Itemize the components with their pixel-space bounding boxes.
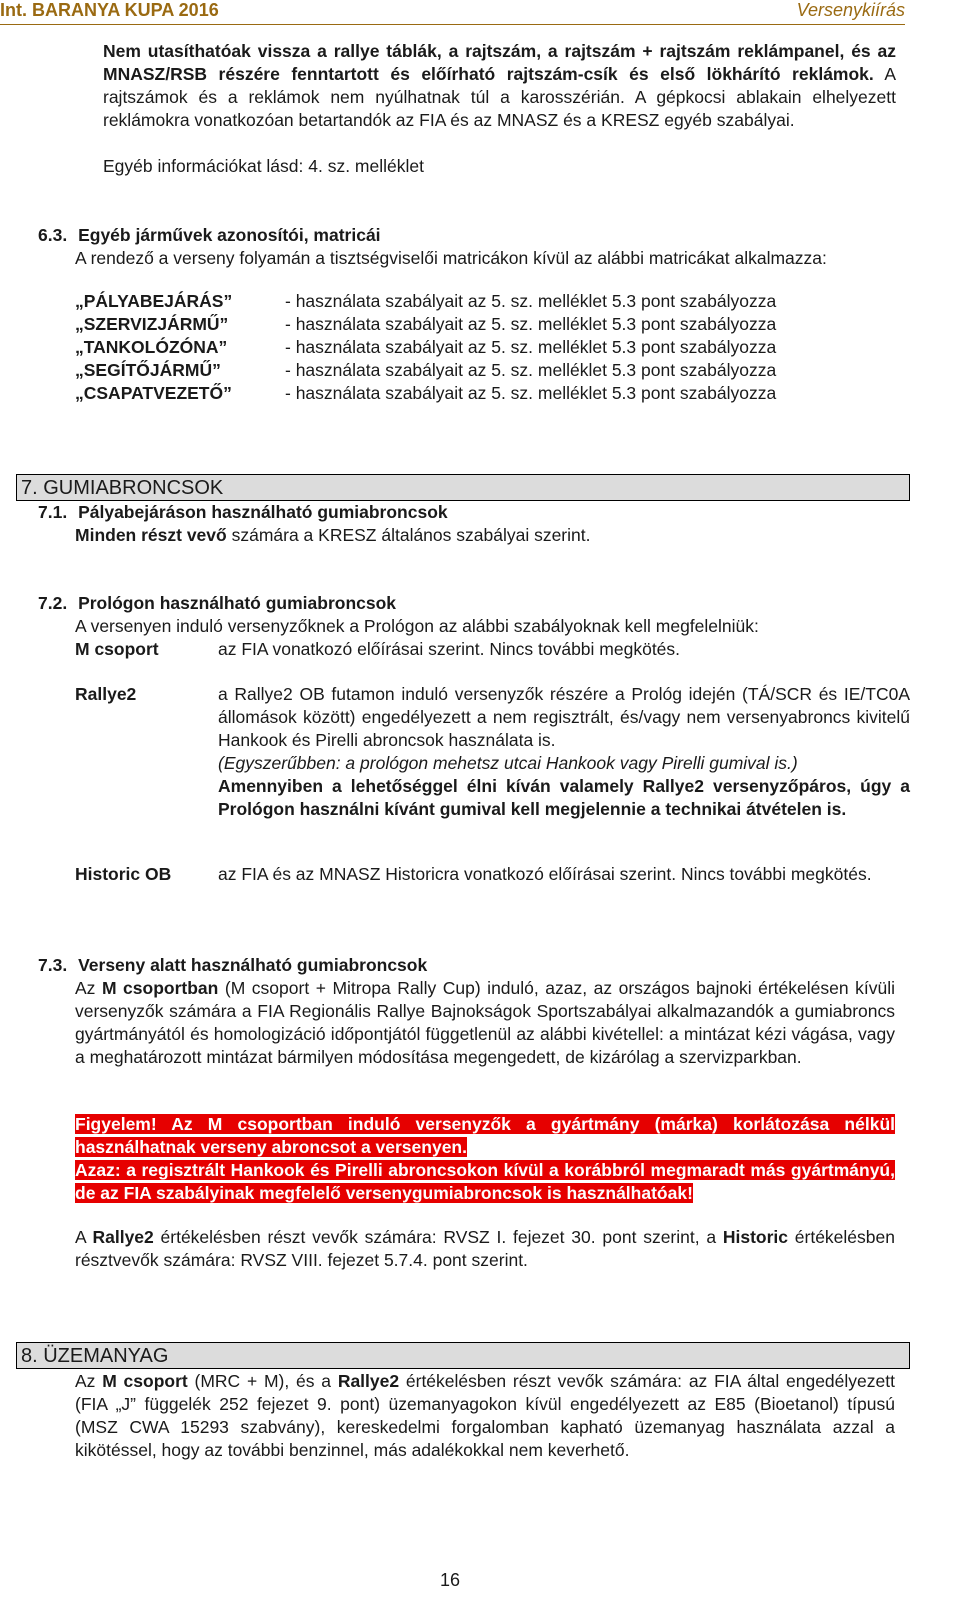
section-8-paragraph	[75, 1370, 895, 1462]
list-item	[75, 313, 905, 336]
text: értékelésben részt vevők számára: az FIA által engedélyezett (FIA „J” függelék 252 fejezet 9. pont) üzemanyagokon kívül engedélyezett az E85 (Bioetanol) típusú (MSZ CWA 15293 szabvány), kereskedelmi forgalomban kapható üzemanyag használata azzal a kikötéssel, hogy az további benzinnel, más adalékokkal nem keverhető.	[75, 1371, 895, 1460]
row-text: az FIA és az MNASZ Historicra vonatkozó előírásai szerint. Nincs további megkötés.	[218, 864, 872, 884]
header-doc-type: Versenykiírás	[796, 0, 905, 20]
header-rule	[0, 24, 905, 25]
historic-row	[75, 863, 910, 909]
sticker-name: „TANKOLÓZÓNA”	[75, 337, 228, 357]
warning-block	[75, 1113, 895, 1205]
section-title: Pályabejáráson használható gumiabroncsok	[78, 502, 448, 522]
section-number: 7.2.	[38, 593, 68, 613]
row-bold-note: Amennyiben a lehetőséggel élni kíván valamely Rallye2 versenyzőpáros, úgy a Prológon használni kívánt gumival kell megjelennie a technikai átvételen is.	[218, 776, 910, 819]
section-title: Verseny alatt használható gumiabroncsok	[78, 955, 428, 975]
section-7-1-text	[75, 524, 895, 547]
section-7-1-heading	[38, 501, 448, 524]
section-number: 7.1.	[38, 502, 68, 522]
sticker-description: - használata szabályait az 5. sz. melléklet 5.3 pont szabályozza	[285, 314, 777, 334]
list-item	[75, 382, 905, 405]
row-italic-note: (Egyszerűbben: a prológon mehetsz utcai Hankook vagy Pirelli gumival is.)	[218, 753, 798, 773]
intro-bold-text: Nem utasíthatóak vissza a rallye táblák, a rajtszám, a rajtszám + rajtszám reklámpanel, és az MNASZ/RSB részére fenntartott és előírható rajtszám-csík és első lökhárító reklámok.	[103, 41, 896, 84]
section-7-heading: 7. GUMIABRONCSOK	[16, 474, 910, 501]
text: értékelésben részt vevők számára: RVSZ I. fejezet 30. pont szerint, a	[153, 1227, 723, 1247]
text: Az	[75, 1371, 103, 1391]
section-number: 6.3.	[38, 225, 68, 245]
intro-paragraph	[103, 40, 896, 132]
row-label: M csoport	[75, 639, 159, 659]
section-8-heading: 8. ÜZEMANYAG	[16, 1342, 910, 1369]
text: értékelésben résztvevők számára: RVSZ VIII. fejezet 5.7.4. pont szerint.	[75, 1227, 895, 1270]
sticker-name: „SEGÍTŐJÁRMŰ”	[75, 360, 221, 380]
section-6-3-text: A rendező a verseny folyamán a tisztségviselői matricákon kívül az alábbi matricákat alkalmazza:	[75, 248, 827, 268]
sticker-description: - használata szabályait az 5. sz. melléklet 5.3 pont szabályozza	[285, 383, 777, 403]
section-7-3-paragraph	[75, 977, 895, 1069]
bold-term: Rallye2	[337, 1371, 400, 1391]
section-6-3-heading	[38, 224, 381, 247]
warning-text: Figyelem! Az M csoportban induló versenyzők a gyártmány (márka) korlátozása nélkül használhatnak verseny abroncsot a versenyen.	[75, 1114, 895, 1157]
section-title: Prológon használható gumiabroncsok	[78, 593, 397, 613]
intro-text: A rajtszámok és a reklámok nem nyúlhatnak túl a karosszérián. A gépkocsi ablakain elhelyezett reklámokra vonatkozóan betartandók az FIA és az MNASZ és a KRESZ egyéb szabályai.	[103, 64, 897, 130]
warning-text: Azaz: a regisztrált Hankook és Pirelli abroncsokon kívül a korábbról megmaradt más gyártmányú, de az FIA szabályinak megfelelő versenygumiabroncsok is használhatóak!	[75, 1160, 895, 1203]
list-item	[75, 336, 905, 359]
sticker-description: - használata szabályait az 5. sz. melléklet 5.3 pont szabályozza	[285, 291, 777, 311]
header-title: Int. BARANYA KUPA 2016	[0, 0, 219, 20]
text: (M csoport + Mitropa Rally Cup) induló, azaz, az országos bajnoki értékelésen kívüli versenyzők számára a FIA Regionális Rallye Bajnokságok Sportszabályai alkalmazandók a gumiabroncs gyártmányától és homologizáció időpontjától függetlenül az alábbi kivétellel: a mintázat kézi vágása, vagy a meghatározott mintázat bármilyen módosítása megengedett, de kizárólag a szervizparkban.	[75, 978, 895, 1067]
text: számára a KRESZ általános szabályai szerint.	[226, 525, 591, 545]
sticker-description: - használata szabályait az 5. sz. melléklet 5.3 pont szabályozza	[285, 337, 777, 357]
page-number: 16	[439, 1570, 461, 1590]
row-text-block	[218, 683, 910, 821]
bold-term: Rallye2	[92, 1227, 154, 1247]
rallye2-row	[75, 683, 910, 843]
m-group-row	[75, 638, 910, 661]
list-item	[75, 290, 905, 313]
row-label: Historic OB	[75, 864, 172, 884]
bold-term: Historic	[722, 1227, 789, 1247]
text: (MRC + M), és a	[187, 1371, 338, 1391]
row-text: az FIA vonatkozó előírásai szerint. Nincs további megkötés.	[218, 639, 681, 659]
sticker-description: - használata szabályait az 5. sz. melléklet 5.3 pont szabályozza	[285, 360, 777, 380]
sticker-name: „PÁLYABEJÁRÁS”	[75, 291, 233, 311]
page-header	[0, 0, 905, 24]
bold-term: M csoport	[102, 1371, 188, 1391]
row-label: Rallye2	[75, 684, 137, 704]
section-7-3-heading	[38, 954, 427, 977]
section-title: Egyéb járművek azonosítói, matricái	[78, 225, 381, 245]
sticker-name: „SZERVIZJÁRMŰ”	[75, 314, 229, 334]
sticker-name: „CSAPATVEZETŐ”	[75, 383, 232, 403]
section-number: 7.3.	[38, 955, 68, 975]
list-item	[75, 359, 905, 382]
section-7-2-heading	[38, 592, 396, 615]
text: A	[75, 1227, 93, 1247]
intro-more-info: Egyéb információkat lásd: 4. sz. melléklet	[103, 156, 424, 176]
text: Az	[75, 978, 102, 998]
bold-prefix: Minden részt vevő	[75, 525, 227, 545]
row-text: a Rallye2 OB futamon induló versenyzők részére a Prológ idején (TÁ/SCR és IE/TC0A állomások között) engedélyezett a nem regisztrált, és/vagy nem versenyabroncs kivitelű Hankook és Pirelli abroncsok használata is.	[218, 684, 910, 750]
section-7-3-evaluation	[75, 1226, 895, 1272]
section-7-2-intro: A versenyen induló versenyzőknek a Prológon az alábbi szabályoknak kell megfelelniük:	[75, 616, 759, 636]
sticker-list	[75, 290, 905, 410]
bold-term: M csoportban	[101, 978, 219, 998]
